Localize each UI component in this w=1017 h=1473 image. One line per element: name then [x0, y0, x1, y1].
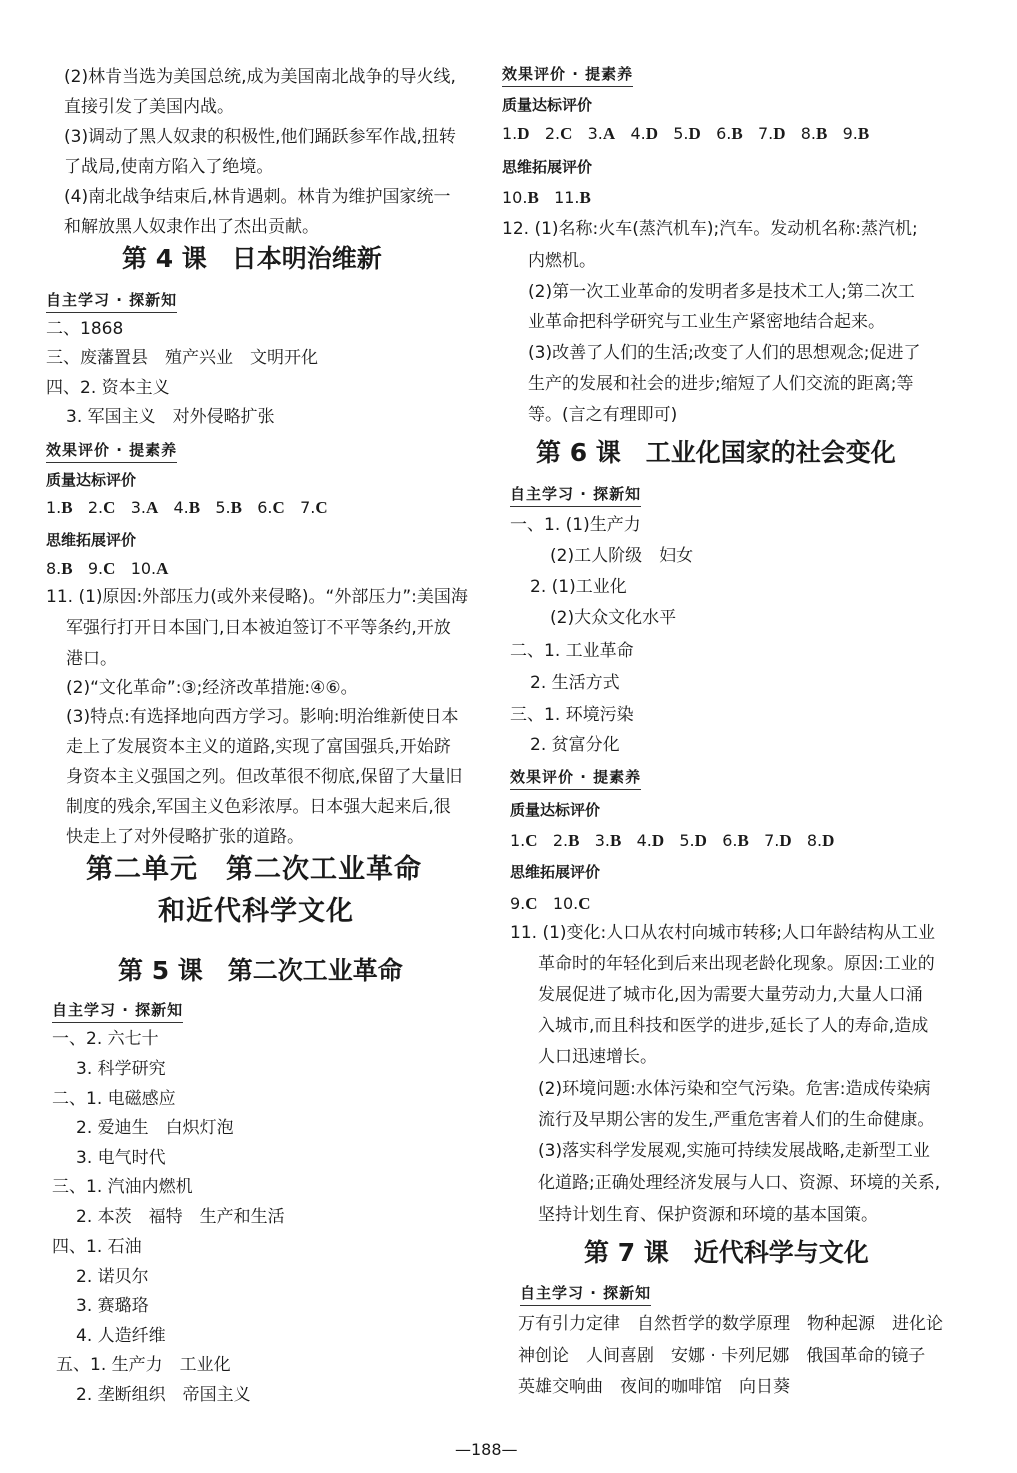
- text-line: (4)南北战争结束后,林肯遇刺。林肯为维护国家统一: [64, 187, 451, 207]
- text-line: 三、废藩置县 殖产兴业 文明开化: [46, 348, 318, 368]
- answer-number: 6.: [716, 124, 732, 143]
- text-line: 制度的残余,军国主义色彩浓厚。日本强大起来后,很: [66, 797, 451, 817]
- sub-label: 思维拓展评价: [502, 158, 593, 176]
- answer-letter: B: [188, 498, 201, 517]
- answer-letter: B: [61, 498, 73, 517]
- text-line: 3. 军国主义 对外侵略扩张: [66, 407, 275, 427]
- section-header: 自主学习 · 探新知: [46, 290, 177, 313]
- text-line: 三、1. 环境污染: [510, 705, 634, 725]
- answer-number: 1.: [502, 124, 518, 143]
- text-line: 革命时的年轻化到后来出现老龄化现象。原因:工业的: [538, 954, 935, 974]
- text-line: 3. 电气时代: [76, 1148, 166, 1168]
- text-line: 了战局,使南方陷入了绝境。: [64, 157, 274, 177]
- text-line: 快走上了对外侵略扩张的道路。: [66, 827, 304, 847]
- text-line: 军强行打开日本国门,日本被迫签订不平等条约,开放: [66, 618, 451, 638]
- answer-row: [46, 497, 328, 519]
- answer-letter: B: [609, 831, 622, 850]
- answer-number: 7.: [757, 124, 774, 143]
- answer-number: 9.: [510, 894, 526, 913]
- text-line: 2. 生活方式: [530, 673, 620, 693]
- answer-row: [510, 893, 591, 915]
- section-header: 效果评价 · 提素养: [510, 767, 641, 790]
- text-line: 业革命把科学研究与工业生产紧密地结合起来。: [528, 312, 885, 332]
- answer-number: 4.: [636, 831, 652, 850]
- answer-number: 6.: [722, 831, 738, 850]
- answer-number: 8.: [800, 124, 817, 143]
- text-line: 流行及早期公害的发生,严重危害着人们的生命健康。: [538, 1110, 935, 1130]
- answer-letter: B: [527, 188, 539, 207]
- text-line: 一、2. 六七十: [52, 1029, 159, 1049]
- text-line: (2)大众文化水平: [550, 608, 677, 628]
- text-line: 港口。: [66, 649, 117, 669]
- answer-letter: A: [156, 559, 169, 578]
- text-line: 11. (1)原因:外部压力(或外来侵略)。“外部压力”:美国海: [46, 587, 468, 607]
- sub-label: 质量达标评价: [510, 801, 601, 819]
- answer-letter: D: [694, 831, 707, 850]
- text-line: 2. 爱迪生 白炽灯泡: [76, 1118, 234, 1138]
- answer-letter: D: [688, 124, 701, 143]
- answer-row: [46, 558, 168, 580]
- answer-number: 3.: [130, 498, 146, 517]
- section-header: 效果评价 · 提素养: [46, 440, 177, 463]
- text-line: 2. 贫富分化: [530, 735, 620, 755]
- answer-letter: A: [145, 498, 159, 517]
- answer-letter: D: [651, 831, 665, 850]
- text-line: 二、1. 电磁感应: [52, 1089, 176, 1109]
- answer-number: 5.: [673, 124, 689, 143]
- text-line: (2)林肯当选为美国总统,成为美国南北战争的导火线,: [64, 67, 456, 87]
- lesson-5-title: 第 5 课 第二次工业革命: [118, 956, 403, 985]
- answer-letter: D: [645, 124, 658, 143]
- text-line: 11. (1)变化:人口从农村向城市转移;人口年龄结构从工业: [510, 923, 935, 943]
- sub-label: 思维拓展评价: [510, 863, 601, 881]
- answer-letter: B: [737, 831, 749, 850]
- answer-number: 8.: [806, 831, 823, 850]
- text-line: 坚持计划生育、保护资源和环境的基本国策。: [538, 1205, 878, 1225]
- text-line: (2)“文化革命”:③;经济改革措施:④⑥。: [66, 678, 358, 698]
- page-number: —188—: [455, 1440, 518, 1459]
- answer-row: [510, 830, 834, 852]
- section-header: 自主学习 · 探新知: [520, 1283, 651, 1306]
- text-line: 身资本主义强国之列。但改革很不彻底,保留了大量旧: [66, 767, 463, 787]
- text-line: 人口迅速增长。: [538, 1047, 657, 1067]
- text-line: 4. 人造纤维: [76, 1326, 166, 1346]
- answer-number: 1.: [46, 498, 62, 517]
- text-line: 3. 赛璐珞: [76, 1296, 149, 1316]
- text-line: (3)调动了黑人奴隶的积极性,他们踊跃参军作战,扭转: [64, 127, 456, 147]
- text-line: 五、1. 生产力 工业化: [56, 1355, 231, 1375]
- text-line: 2. 诺贝尔: [76, 1267, 149, 1287]
- lesson-6-title: 第 6 课 工业化国家的社会变化: [536, 438, 896, 467]
- answer-letter: C: [103, 498, 116, 517]
- sub-label: 质量达标评价: [46, 471, 137, 489]
- section-header: 自主学习 · 探新知: [510, 484, 641, 507]
- answer-letter: D: [822, 831, 835, 850]
- text-line: 四、1. 石油: [52, 1237, 142, 1257]
- sub-label: 思维拓展评价: [46, 531, 137, 549]
- text-line: (2)工人阶级 妇女: [550, 546, 694, 566]
- answer-letter: C: [103, 559, 116, 578]
- answer-number: 10.: [130, 559, 157, 578]
- answer-number: 3.: [594, 831, 610, 850]
- answer-letter: B: [61, 559, 73, 578]
- answer-letter: D: [517, 124, 530, 143]
- lesson-7-title: 第 7 课 近代科学与文化: [584, 1238, 869, 1267]
- answer-letter: C: [560, 124, 573, 143]
- answer-row: [502, 187, 591, 209]
- text-line: 2. 本茨 福特 生产和生活: [76, 1207, 285, 1227]
- answer-letter: C: [315, 498, 328, 517]
- answer-letter: A: [602, 124, 616, 143]
- text-line: (2)第一次工业革命的发明者多是技术工人;第二次工: [528, 282, 915, 302]
- answer-number: 1.: [510, 831, 526, 850]
- text-line: 四、2. 资本主义: [46, 378, 170, 398]
- answer-number: 2.: [87, 498, 104, 517]
- text-line: 3. 科学研究: [76, 1059, 166, 1079]
- text-line: 等。(言之有理即可): [528, 405, 678, 425]
- text-line: 生产的发展和社会的进步;缩短了人们交流的距离;等: [528, 374, 914, 394]
- answer-number: 9.: [87, 559, 104, 578]
- answer-letter: B: [568, 831, 580, 850]
- answer-number: 11.: [554, 188, 580, 207]
- answer-letter: D: [779, 831, 792, 850]
- text-line: 二、1868: [46, 319, 124, 339]
- text-line: 走上了发展资本主义的道路,实现了富国强兵,开始跻: [66, 737, 451, 757]
- answer-number: 5.: [215, 498, 231, 517]
- text-line: 一、1. (1)生产力: [510, 515, 641, 535]
- text-line: 直接引发了美国内战。: [64, 97, 234, 117]
- text-line: 二、1. 工业革命: [510, 641, 634, 661]
- unit-title-line-1: 第二单元 第二次工业革命: [86, 854, 422, 885]
- text-line: (3)落实科学发展观,实施可持续发展战略,走新型工业: [538, 1141, 930, 1161]
- text-line: 2. 垄断组织 帝国主义: [76, 1385, 251, 1405]
- text-line: 神创论 人间喜剧 安娜 · 卡列尼娜 俄国革命的镜子: [518, 1346, 926, 1366]
- sub-label: 质量达标评价: [502, 96, 593, 114]
- text-line: 2. (1)工业化: [530, 577, 627, 597]
- answer-letter: C: [578, 894, 591, 913]
- text-line: 12. (1)名称:火车(蒸汽机车);汽车。发动机名称:蒸汽机;: [502, 219, 918, 239]
- text-line: 发展促进了城市化,因为需要大量劳动力,大量人口涌: [538, 985, 923, 1005]
- text-line: (3)改善了人们的生活;改变了人们的思想观念;促进了: [528, 343, 921, 363]
- text-line: (3)特点:有选择地向西方学习。影响:明治维新使日本: [66, 707, 459, 727]
- answer-letter: B: [731, 124, 743, 143]
- text-line: 入城市,而且科技和医学的进步,延长了人的寿命,造成: [538, 1016, 929, 1036]
- answer-number: 4.: [173, 498, 189, 517]
- section-header: 效果评价 · 提素养: [502, 64, 633, 87]
- text-line: 化道路;正确处理经济发展与人口、资源、环境的关系,: [538, 1173, 941, 1193]
- answer-letter: B: [857, 124, 870, 143]
- answer-number: 4.: [630, 124, 646, 143]
- answer-number: 7.: [764, 831, 780, 850]
- answer-row: [502, 123, 869, 145]
- answer-letter: B: [230, 498, 242, 517]
- answer-letter: C: [272, 498, 285, 517]
- answer-number: 5.: [679, 831, 695, 850]
- section-header: 自主学习 · 探新知: [52, 1000, 183, 1023]
- answer-number: 2.: [552, 831, 569, 850]
- answer-letter: B: [816, 124, 828, 143]
- answer-number: 10.: [502, 188, 528, 207]
- text-line: (2)环境问题:水体污染和空气污染。危害:造成传染病: [538, 1079, 931, 1099]
- answer-letter: C: [525, 831, 538, 850]
- answer-number: 7.: [300, 498, 316, 517]
- answer-number: 10.: [552, 894, 579, 913]
- unit-title-line-2: 和近代科学文化: [158, 896, 354, 927]
- answer-number: 6.: [257, 498, 273, 517]
- answer-number: 3.: [587, 124, 603, 143]
- answer-number: 8.: [46, 559, 62, 578]
- text-line: 万有引力定律 自然哲学的数学原理 物种起源 进化论: [518, 1314, 943, 1334]
- answer-number: 2.: [544, 124, 561, 143]
- text-line: 内燃机。: [528, 251, 596, 271]
- answer-letter: D: [773, 124, 786, 143]
- answer-letter: C: [525, 894, 538, 913]
- text-line: 英雄交响曲 夜间的咖啡馆 向日葵: [518, 1377, 790, 1397]
- lesson-4-title: 第 4 课 日本明治维新: [122, 244, 382, 273]
- text-line: 和解放黑人奴隶作出了杰出贡献。: [64, 217, 319, 237]
- answer-letter: B: [579, 188, 591, 207]
- answer-number: 9.: [842, 124, 858, 143]
- text-line: 三、1. 汽油内燃机: [52, 1177, 193, 1197]
